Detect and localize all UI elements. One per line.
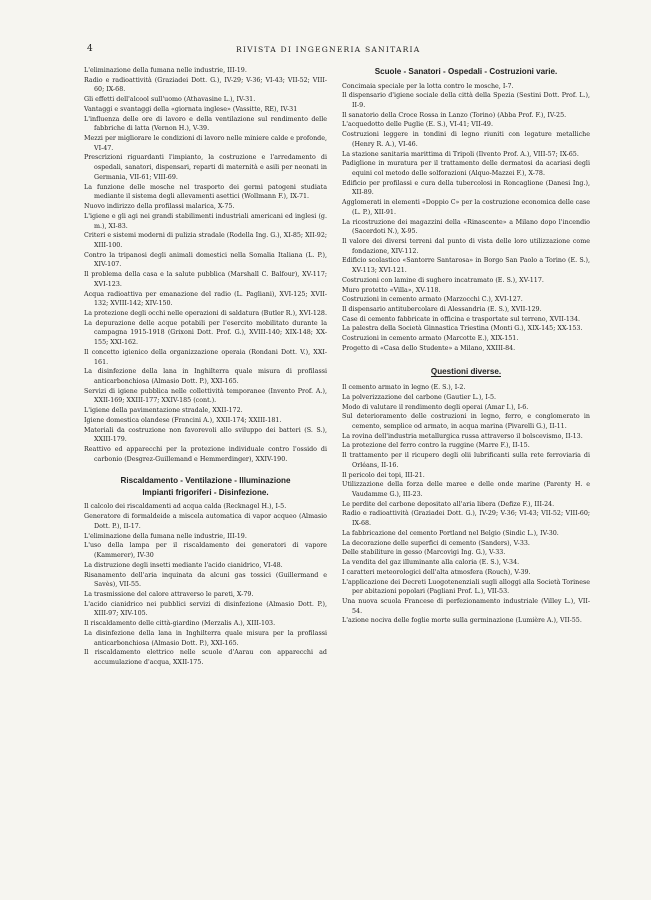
index-entry: Concimaia speciale per la lotta contro le mosche, I-7.	[342, 82, 514, 90]
right-entries-questioni	[342, 383, 590, 626]
index-entry: Muro protetto «Villa», XV-118.	[342, 286, 441, 294]
index-entry: Sul deterioramento delle costruzioni in legno, ferro, e conglomerato in cemento, semplice od armato, in acqua marina (Pivarelli G.), II-11.	[342, 413, 590, 430]
index-entry: L'igiene della pavimentazione stradale, XXII-172.	[84, 407, 243, 415]
right-column	[342, 66, 590, 626]
index-entry: Il trattamento per il ricupero degli olii lubrificanti sulla rete ferroviaria di Orléans, II-16.	[342, 452, 590, 469]
running-title: RIVISTA DI INGEGNERIA SANITARIA	[236, 45, 421, 54]
index-entry: La polverizzazione del carbone (Gautier L.), I-5.	[342, 393, 497, 401]
section-title-text: Questioni diverse.	[430, 366, 502, 376]
index-entry: L'eliminazione della fumana nelle industrie, III-19.	[84, 67, 247, 74]
index-entry: La trasmissione del calore attraverso le pareti, X-79.	[84, 590, 254, 598]
index-entry: Acqua radioattiva per emanazione del radio (L. Pagliani), XVI-125; XVII-132; XVIII-142; XIV-150.	[84, 290, 327, 308]
index-entry: Radio e radioattività (Graziadei Dott. G.), IV-29; V-36; VI-43; VII-52; VIII-60; IX-68.	[342, 510, 590, 528]
index-entry: Le perdite del carbone depositato all'aria libera (Defize F.), III-24.	[342, 500, 555, 508]
index-entry: Progetto di «Casa dello Studente» a Milano, XXIII-84.	[342, 344, 516, 352]
index-entry: La funzione delle mosche nel trasporto dei germi patogeni studiata mediante il sistema degli allevamenti asettici (Wollmann F.), IX-71.	[84, 183, 327, 201]
index-entry: La rovina dell'industria metallurgica russa attraverso il bolscevismo, II-13.	[342, 432, 583, 440]
index-entry: La disinfezione della lana in Inghilterra quale misura per la profilassi anticarbonchiosa (Almasio Dott. P.), XXI-165.	[84, 629, 327, 647]
index-entry: Edificio per profilassi e cura della tubercolosi in Roncaglione (Danesi Ing.), XII-89.	[342, 179, 590, 197]
index-entry: Risanamento dell'aria inquinata da alcuni gas tossici (Guillermand e Savès), VII-55.	[84, 571, 327, 589]
index-entry: Utilizzazione della forza delle maree e delle onde marine (Parenty H. e Vaudamme G.), III-23.	[342, 481, 590, 499]
section-title-questioni	[342, 366, 590, 378]
index-entry: La disinfezione della lana in Inghilterra quale misura di profilassi anticarbonchiosa (Almasio Dott. P.), XXI-165.	[84, 368, 327, 385]
index-entry: Il dispensario d'igiene sociale della città della Spezia (Sestini Dott. Prof. L.), II-9.	[342, 92, 590, 109]
left-entries-bottom	[84, 502, 327, 667]
index-entry: I caratteri meteorologici dell'alta atmosfera (Rouch), V-39.	[342, 568, 531, 576]
section-title-line: Impianti frigoriferi - Disinfezione.	[142, 487, 269, 497]
right-entries-scuole	[342, 82, 590, 354]
index-entry: La protezione degli occhi nelle operazioni di saldatura (Butler R.), XVI-128.	[84, 309, 327, 317]
index-entry: Gli effetti dell'alcool sull'uomo (Athavasine L.), IV-31.	[84, 96, 256, 104]
index-entry: Costruzioni leggere in tondini di legno riuniti con legature metalliche (Henry R. A.), VI-46.	[342, 131, 590, 148]
index-entry: Radio e radioattività (Graziadei Dott. G.), IV-29; V-36; VI-43; VII-52; VIII-60; IX-68.	[84, 76, 327, 94]
index-entry: Il valore dei diversi terreni dal punto di vista delle loro utilizzazione come fondazione, XIV-112.	[342, 238, 590, 255]
index-entry: La protezione del ferro contro la ruggine (Marre F.), II-15.	[342, 442, 530, 450]
section-title-riscaldamento	[84, 475, 327, 498]
index-entry: Il calcolo dei riscaldamenti ad acqua calda (Recknagel H.), I-5.	[84, 503, 287, 511]
index-entry: Una nuova scuola Francese di perfezionamento industriale (Villey L.), VII-54.	[342, 597, 590, 615]
index-entry: L'igiene e gli agi nei grandi stabilimenti industriali americani ed inglesi (g. m.), XI-83.	[84, 212, 327, 230]
index-entry: La fabbricazione del cemento Portland nel Belgio (Sindic L.), IV-30.	[342, 529, 559, 537]
index-entry: Reattivo ed apparecchi per la protezione individuale contro l'ossido di carbonio (Desgrez-Guillemand e Hemmerdinger), XXIV-190.	[84, 446, 327, 463]
index-entry: Il concetto igienico della organizzazione operaia (Rondani Dott. V.), XXI-161.	[84, 348, 327, 366]
index-entry: Padiglione in muratura per il trattamento delle dermatosi da acariasi degli equini col metodo delle solforazioni (Alquo-Mazzei F.), X-78.	[342, 160, 590, 177]
page-number: 4	[87, 44, 93, 54]
index-entry: Il cemento armato in legno (E. S.), I-2.	[342, 384, 466, 392]
index-entry: Costruzioni in cemento armato (Marcotte E.), XIX-151.	[342, 335, 519, 343]
index-entry: Edificio scolastico «Santorre Santarosa» in Borgo San Paolo a Torino (E. S.), XV-113; XVI-121.	[342, 257, 590, 275]
index-entry: Servizi di igiene pubblica nelle collettività temporanee (Invento Prof. A.), XXII-169; XXIII-177; XXIV-185 (cont.).	[84, 387, 327, 405]
index-entry: L'uso della lampa per il riscaldamento dei generatori di vapore (Kammerer), IV-30	[84, 542, 327, 560]
left-entries-top	[84, 66, 327, 464]
index-entry: Il riscaldamento elettrico nelle scuole d'Aarau con apparecchi ad accumulazione d'acqua, XXII-175.	[84, 649, 327, 666]
index-entry: La depurazione delle acque potabili per l'esercito mobilitato durante la campagna 1915-1918 (Grixoni Dott. Prof. G.), XVIII-140; XIX-148; XX-155; XXI-162.	[84, 319, 327, 347]
index-entry: La decorazione delle superfici di cemento (Sanders), V-33.	[342, 539, 530, 547]
index-entry: Criteri e sistemi moderni di pulizia stradale (Rodella Ing. G.), XI-85; XII-92; XIII-100.	[84, 232, 327, 249]
index-entry: L'influenza delle ore di lavoro e della ventilazione sul rendimento delle fabbriche di latta (Vernon H.), V-39.	[84, 115, 327, 133]
index-entry: Il sanatorio della Croce Rossa in Lanzo (Torino) (Abba Prof. F.), IV-25.	[342, 111, 567, 119]
index-entry: Agglomerati in elementi «Doppio C» per la costruzione economica delle case (L. P.), XII-91.	[342, 199, 590, 216]
index-entry: L'eliminazione della fumana nelle industrie, III-19.	[84, 532, 247, 540]
left-column	[84, 66, 327, 668]
index-entry: La ricostruzione dei magazzini della «Rinascente» a Milano dopo l'incendio (Sacerdoti N.), X-95.	[342, 218, 590, 236]
index-entry: L'acido cianidrico nei pubblici servizi di disinfezione (Almasio Dott. P.), XIII-97; XIV-105.	[84, 600, 327, 618]
index-entry: Nuovo indirizzo della profilassi malarica, X-75.	[84, 203, 235, 211]
index-entry: Il dispensario antitubercolare di Alessandria (E. S.), XVII-129.	[342, 306, 542, 314]
index-entry: Costruzioni in cemento armato (Marzocchi C.), XVI-127.	[342, 296, 523, 304]
section-title-scuole: Scuole - Sanatori - Ospedali - Costruzioni varie.	[374, 67, 558, 76]
index-entry: Materiali da costruzione non favorevoli allo sviluppo dei batteri (S. S.), XXIII-179.	[84, 426, 327, 444]
index-entry: Delle stabiliture in gesso (Marcovigi Ing. G.), V-33.	[342, 549, 506, 557]
index-entry: La distruzione degli insetti mediante l'acido cianidrico, VI-48.	[84, 561, 283, 569]
index-entry: Il riscaldamento delle città-giardino (Merzalis A.), XIII-103.	[84, 620, 276, 628]
index-entry: La palestra della Società Ginnastica Triestina (Monti G.), XIX-145; XX-153.	[342, 325, 583, 333]
section-title-line: Riscaldamento - Ventilazione - Illuminazione	[120, 476, 291, 486]
index-entry: Modo di valutare il rendimento degli operai (Amar I.), I-6.	[342, 403, 529, 411]
index-entry: L'applicazione dei Decreti Luogotenenziali sugli alloggi alla Società Torinese per abitazioni popolari (Pagliani Prof. L.), VII-53.	[342, 578, 590, 596]
index-entry: Case di cemento fabbricate in officina e trasportate sul terreno, XVII-134.	[342, 315, 581, 323]
index-entry: Contro la tripanosi degli animali domestici nella Somalia Italiana (L. P.), XIV-107.	[84, 251, 327, 269]
index-entry: L'azione nociva delle foglie morte sulla germinazione (Lumière A.), VII-55.	[342, 617, 582, 625]
index-entry: Il pericolo dei topi, III-21.	[342, 471, 425, 479]
index-entry: Costruzioni con lamine di sughero incatramato (E. S.), XV-117.	[342, 276, 544, 284]
index-entry: Il problema della casa e la salute pubblica (Marshall C. Balfour), XV-117; XVI-123.	[84, 271, 327, 288]
index-entry: Prescrizioni riguardanti l'impianto, la costruzione e l'arredamento di ospedali, sanatori, dispensari, reparti di maternità e asili per neonati in Germania, VII-61; VIII-69.	[84, 154, 327, 181]
index-entry: La stazione sanitaria marittima di Tripoli (Ilvento Prof. A.), VIII-57; IX-65.	[342, 150, 579, 158]
index-entry: Generatore di formaldeide a miscela automatica di vapor acqueo (Almasio Dott. P.), II-17.	[84, 513, 327, 530]
index-entry: Vantaggi e svantaggi della «giornata inglese» (Vassitte, RE), IV-31	[84, 105, 298, 113]
index-entry: Mezzi per migliorare le condizioni di lavoro nelle miniere calde e profonde, VI-47.	[84, 135, 327, 152]
index-entry: Igiene domestica olandese (Francini A.), XXII-174; XXIII-181.	[84, 416, 282, 424]
index-entry: L'acquedotto delle Puglie (E. S.), VI-41; VII-49.	[342, 121, 493, 129]
index-entry: La vendita del gaz illuminante alla caloria (E. S.), V-34.	[342, 559, 520, 567]
